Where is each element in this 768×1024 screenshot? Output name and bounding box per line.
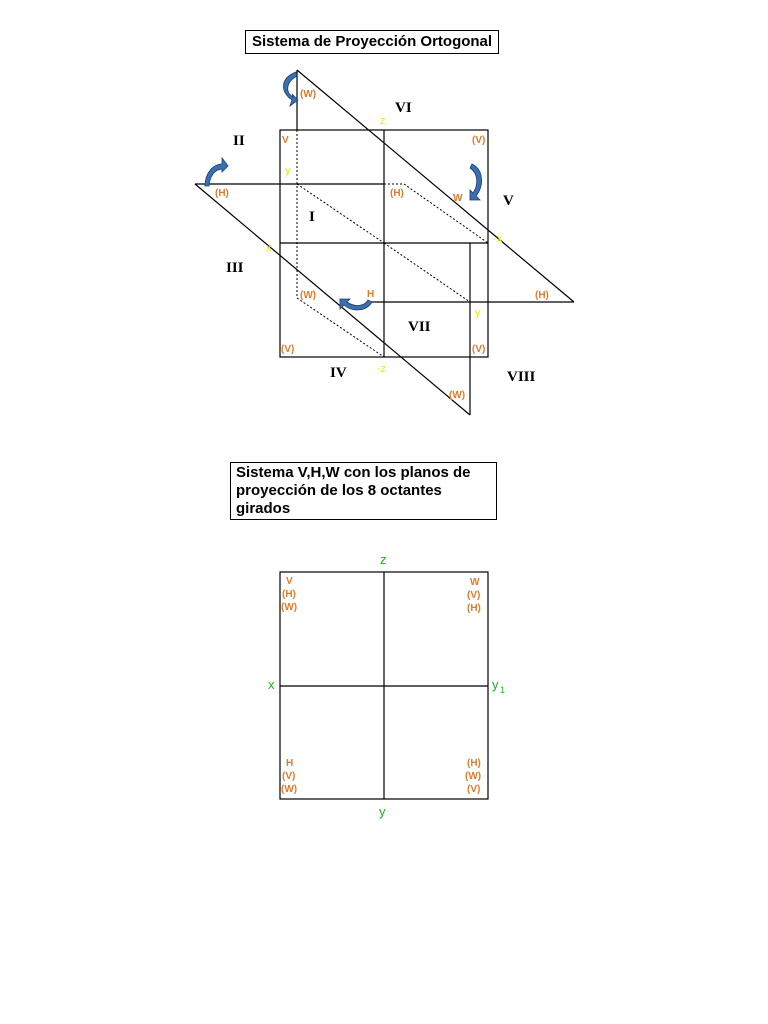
axis-label: z xyxy=(380,115,386,127)
quadrant-label: (V) xyxy=(467,784,481,795)
quadrant-label: (H) xyxy=(467,603,481,614)
arrow-icon-h-bottom xyxy=(340,299,372,310)
plane-label: (W) xyxy=(449,390,466,401)
axis-label-z: z xyxy=(380,552,387,567)
plane-label: W xyxy=(453,193,463,204)
quadrant-label: (H) xyxy=(467,758,481,769)
quadrant-label: (W) xyxy=(281,784,298,795)
axis-label-y: y xyxy=(379,804,386,819)
quadrant-label: (V) xyxy=(282,771,296,782)
octant-label: VI xyxy=(395,100,412,116)
quadrant-label: (V) xyxy=(467,590,481,601)
arrow-icon-w-right xyxy=(470,164,482,200)
plane-label: (W) xyxy=(300,290,317,301)
arrow-icon-h-left xyxy=(205,158,228,186)
axis-label: -z xyxy=(377,363,387,375)
octant-label: II xyxy=(233,133,245,149)
axis-label-y1: y xyxy=(492,677,499,692)
rotation-arrows xyxy=(205,72,482,310)
plane-label: V xyxy=(282,135,289,146)
axis-label: -x xyxy=(493,233,503,245)
plane-label: (V) xyxy=(472,344,486,355)
quadrant-label: H xyxy=(286,758,294,769)
axis-label: y xyxy=(285,165,291,177)
diagram-title-bottom: Sistema V,H,W con los planos de proyección de los 8 octantes girados xyxy=(230,462,497,520)
octant-label: III xyxy=(226,260,244,276)
w-plane-diagonal-top xyxy=(297,70,574,302)
octant-label: I xyxy=(309,209,315,225)
plane-label: (H) xyxy=(390,188,404,199)
quadrant-label: W xyxy=(470,577,480,588)
plane-label: (H) xyxy=(215,188,229,199)
axis-label-y1-subscript: 1 xyxy=(500,685,506,695)
octant-label: VII xyxy=(408,319,431,335)
plane-label: (H) xyxy=(535,290,549,301)
axis-label-x: x xyxy=(268,677,275,692)
axis-label: x xyxy=(266,242,272,254)
quadrant-label: (W) xyxy=(281,602,298,613)
arrow-icon-w-top xyxy=(283,72,298,106)
quadrant-label: V xyxy=(286,576,293,587)
octant-label: IV xyxy=(330,365,347,381)
rotated-planes-diagram xyxy=(268,552,505,819)
plane-label: (W) xyxy=(300,89,317,100)
plane-label: (V) xyxy=(281,344,295,355)
axis-label: y xyxy=(475,307,481,319)
diagram-title-top: Sistema de Proyección Ortogonal xyxy=(245,30,499,54)
plane-label: (V) xyxy=(472,135,486,146)
plane-label: H xyxy=(367,289,375,300)
octant-label: VIII xyxy=(507,369,536,385)
octant-label: V xyxy=(503,193,514,209)
quadrant-label: (H) xyxy=(282,589,296,600)
quadrant-label: (W) xyxy=(465,771,482,782)
